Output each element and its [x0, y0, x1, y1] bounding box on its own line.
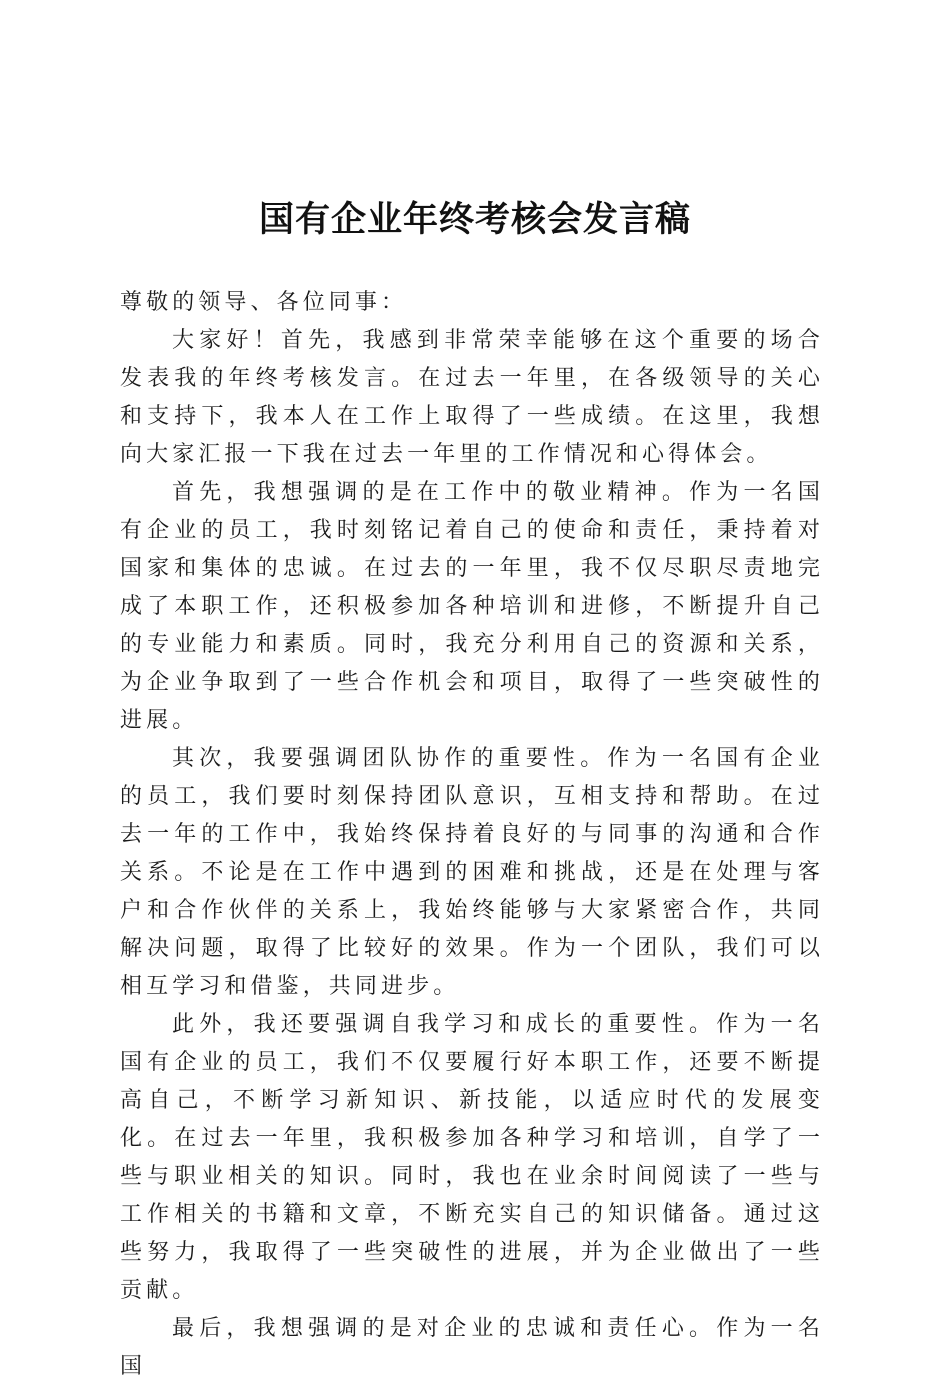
document-title: 国有企业年终考核会发言稿 — [258, 199, 691, 240]
salutation: 尊敬的领导、各位同事： — [120, 290, 408, 315]
paragraph-3: 其次，我要强调团队协作的重要性。作为一名国有企业的员工，我们要时刻保持团队意识，互相支持和帮助。在过去一年的工作中，我始终保持着良好的与同事的沟通和合作关系。不论是在工作中遇到的困难和挑战，还是在处理与客户和合作伙伴的关系上，我始终能够与大家紧密合作，共同解决问题，取得了比较好的效果。作为一个团队，我们可以相互学习和借鉴，共同进步。 — [120, 746, 824, 999]
paragraph-5: 最后，我想强调的是对企业的忠诚和责任心。作为一名国 — [120, 1316, 824, 1379]
paragraph-4: 此外，我还要强调自我学习和成长的重要性。作为一名国有企业的员工，我们不仅要履行好本职工作，还要不断提高自己，不断学习新知识、新技能，以适应时代的发展变化。在过去一年里，我积极参加各种学习和培训，自学了一些与职业相关的知识。同时，我也在业余时间阅读了一些与工作相关的书籍和文章，不断充实自己的知识储备。通过这些努力，我取得了一些突破性的进展，并为企业做出了一些贡献。 — [120, 1012, 824, 1303]
paragraph-1: 大家好！首先，我感到非常荣幸能够在这个重要的场合发表我的年终考核发言。在过去一年里，在各级领导的关心和支持下，我本人在工作上取得了一些成绩。在这里，我想向大家汇报一下我在过去一年里的工作情况和心得体会。 — [120, 328, 824, 467]
document-body — [120, 284, 824, 1386]
paragraph-2: 首先，我想强调的是在工作中的敬业精神。作为一名国有企业的员工，我时刻铭记着自己的使命和责任，秉持着对国家和集体的忠诚。在过去的一年里，我不仅尽职尽责地完成了本职工作，还积极参加各种培训和进修，不断提升自己的专业能力和素质。同时，我充分利用自己的资源和关系，为企业争取到了一些合作机会和项目，取得了一些突破性的进展。 — [120, 480, 824, 733]
